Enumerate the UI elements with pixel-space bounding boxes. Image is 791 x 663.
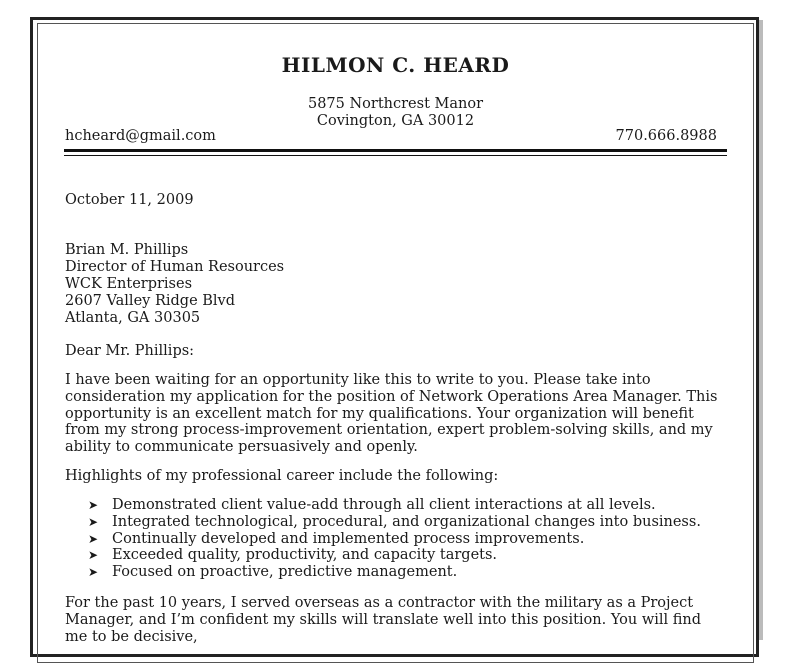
paragraph-intro: I have been waiting for an opportunity like this to write to you. Please take into consideration my application for the position of Network Operations Area Manager. This opportunity is an excellent match for my qualifications. Your organization will benefit from my strong process-improvement orientation, expert problem-solving skills, and my ability to communicate persuasively and openly. bbox=[65, 372, 718, 456]
list-item: ➤ Continually developed and implemented process improvements. bbox=[88, 530, 585, 547]
recipient-name: Brian M. Phillips bbox=[65, 242, 189, 258]
arrow-bullet-icon: ➤ bbox=[88, 565, 99, 580]
highlights-intro: Highlights of my professional career include the following: bbox=[65, 468, 499, 484]
header-rule-thin bbox=[64, 155, 727, 156]
list-item: ➤ Demonstrated client value-add through all client interactions at all levels. bbox=[88, 497, 656, 513]
highlights-list bbox=[88, 497, 701, 581]
recipient-company: WCK Enterprises bbox=[65, 276, 193, 292]
arrow-bullet-icon: ➤ bbox=[88, 498, 99, 512]
address-line-1: 5875 Northcrest Manor bbox=[307, 96, 484, 112]
paragraph-experience: For the past 10 years, I served overseas as a contractor with the military as a Project Manager, and I’m confident my skills will translate well into this position. You will find me to be decisive, bbox=[65, 595, 702, 645]
arrow-bullet-icon: ➤ bbox=[88, 548, 99, 563]
phone-number: 770.666.8988 bbox=[615, 128, 717, 144]
recipient-city: Atlanta, GA 30305 bbox=[65, 310, 201, 326]
recipient-street: 2607 Valley Ridge Blvd bbox=[65, 293, 236, 309]
address-line-2: Covington, GA 30012 bbox=[316, 113, 475, 129]
list-item: ➤ Exceeded quality, productivity, and capacity targets. bbox=[88, 547, 498, 564]
email-address: hcheard@gmail.com bbox=[65, 128, 216, 144]
recipient-title: Director of Human Resources bbox=[65, 259, 285, 275]
arrow-bullet-icon: ➤ bbox=[88, 514, 99, 529]
applicant-name: HILMON C. HEARD bbox=[281, 53, 510, 77]
arrow-bullet-icon: ➤ bbox=[88, 531, 99, 546]
list-item: ➤ Integrated technological, procedural, and organizational changes into business. bbox=[88, 513, 701, 530]
salutation: Dear Mr. Phillips: bbox=[65, 343, 195, 359]
header-rule-thick bbox=[64, 149, 727, 152]
letter-date: October 11, 2009 bbox=[65, 192, 194, 208]
list-item: ➤ Focused on proactive, predictive management. bbox=[88, 564, 458, 581]
